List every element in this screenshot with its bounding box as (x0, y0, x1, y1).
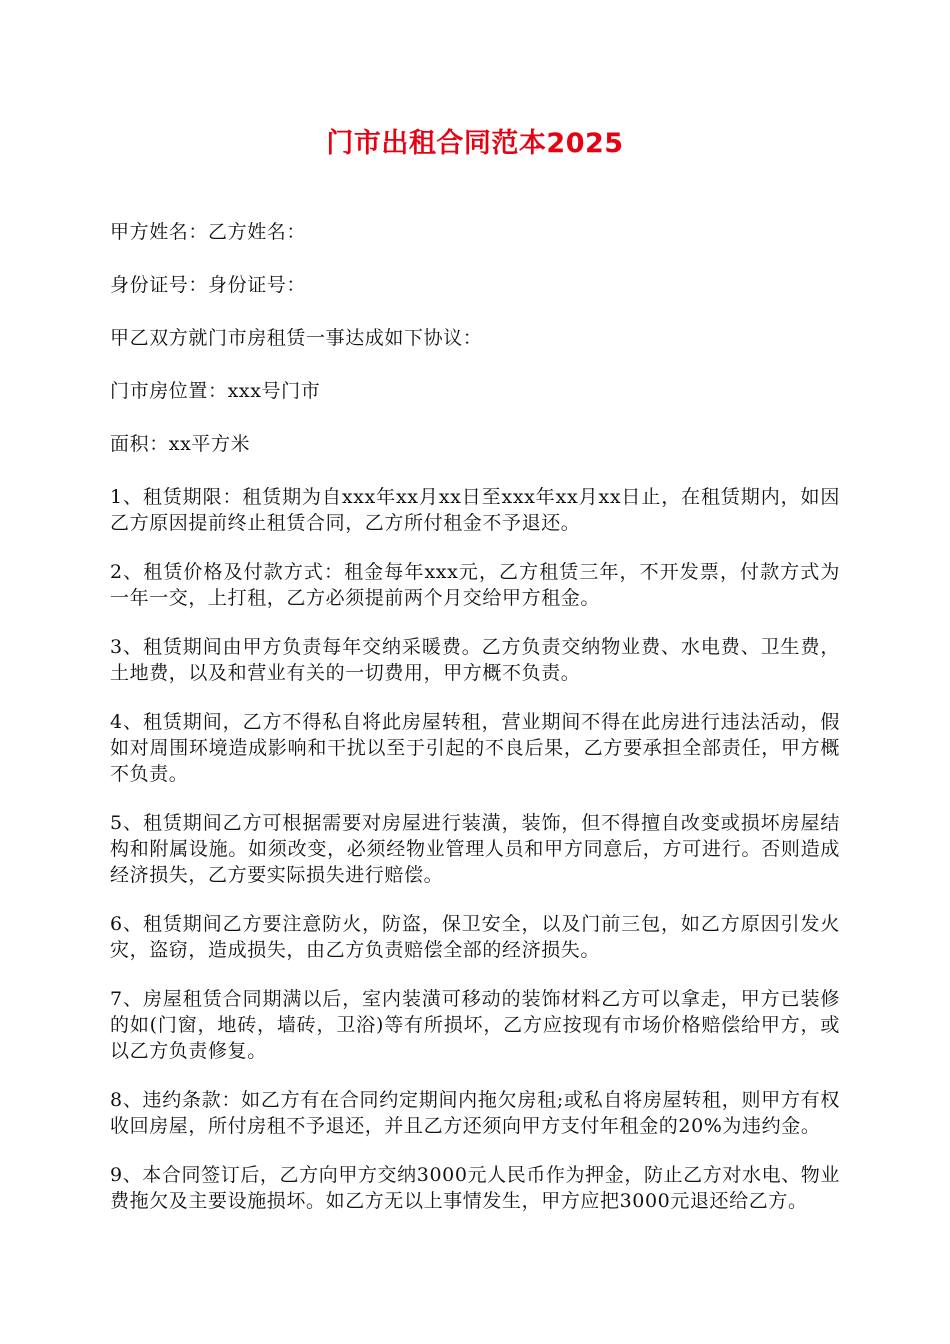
clause-9-deposit: 9、本合同签订后，乙方向甲方交纳3000元人民币作为押金，防止乙方对水电、物业费拖欠及主要设施损坏。如乙方无以上事情发生，甲方应把3000元退还给乙方。 (110, 1164, 840, 1212)
clause-1-lease-term: 1、租赁期限：租赁期为自xxx年xx月xx日至xxx年xx月xx日止，在租赁期内，如因乙方原因提前终止租赁合同，乙方所付租金不予退还。 (110, 486, 840, 534)
shop-location-line: 门市房位置：xxx号门市 (110, 380, 321, 402)
clause-5-renovation: 5、租赁期间乙方可根据需要对房屋进行装潢，装饰，但不得擅自改变或损坏房屋结构和附属设施。如须改变，必须经物业管理人员和甲方同意后，方可进行。否则造成经济损失，乙方要实际损失进行赔偿。 (110, 812, 840, 886)
agreement-intro-line: 甲乙双方就门市房租赁一事达成如下协议： (110, 327, 483, 349)
document-body (110, 219, 840, 1237)
clause-3-fees: 3、租赁期间由甲方负责每年交纳采暖费。乙方负责交纳物业费、水电费、卫生费，土地费，以及和营业有关的一切费用，甲方概不负责。 (110, 636, 840, 684)
area-line: 面积：xx平方米 (110, 433, 251, 455)
clause-8-breach: 8、违约条款：如乙方有在合同约定期间内拖欠房租;或私自将房屋转租，则甲方有权收回房屋，所付房租不予退还，并且乙方还须向甲方支付年租金的20%为违约金。 (110, 1089, 840, 1137)
party-names-line: 甲方姓名：乙方姓名： (110, 221, 307, 243)
clause-4-sublease-prohibition: 4、租赁期间，乙方不得私自将此房屋转租，营业期间不得在此房进行违法活动，假如对周围环境造成影响和干扰以至于引起的不良后果，乙方要承担全部责任，甲方概不负责。 (110, 711, 840, 785)
document-title: 门市出租合同范本2025 (326, 128, 624, 159)
clause-2-rent-payment: 2、租赁价格及付款方式：租金每年xxx元，乙方租赁三年，不开发票，付款方式为一年一交，上打租，乙方必须提前两个月交给甲方租金。 (110, 561, 840, 609)
id-number-line: 身份证号：身份证号： (110, 274, 307, 296)
clause-6-safety: 6、租赁期间乙方要注意防火，防盗，保卫安全，以及门前三包，如乙方原因引发火灾，盗窃，造成损失，由乙方负责赔偿全部的经济损失。 (110, 913, 840, 961)
clause-7-lease-expiry: 7、房屋租赁合同期满以后，室内装潢可移动的装饰材料乙方可以拿走，甲方已装修的如(门窗，地砖，墙砖，卫浴)等有所损坏，乙方应按现有市场价格赔偿给甲方，或以乙方负责修复。 (110, 988, 840, 1062)
